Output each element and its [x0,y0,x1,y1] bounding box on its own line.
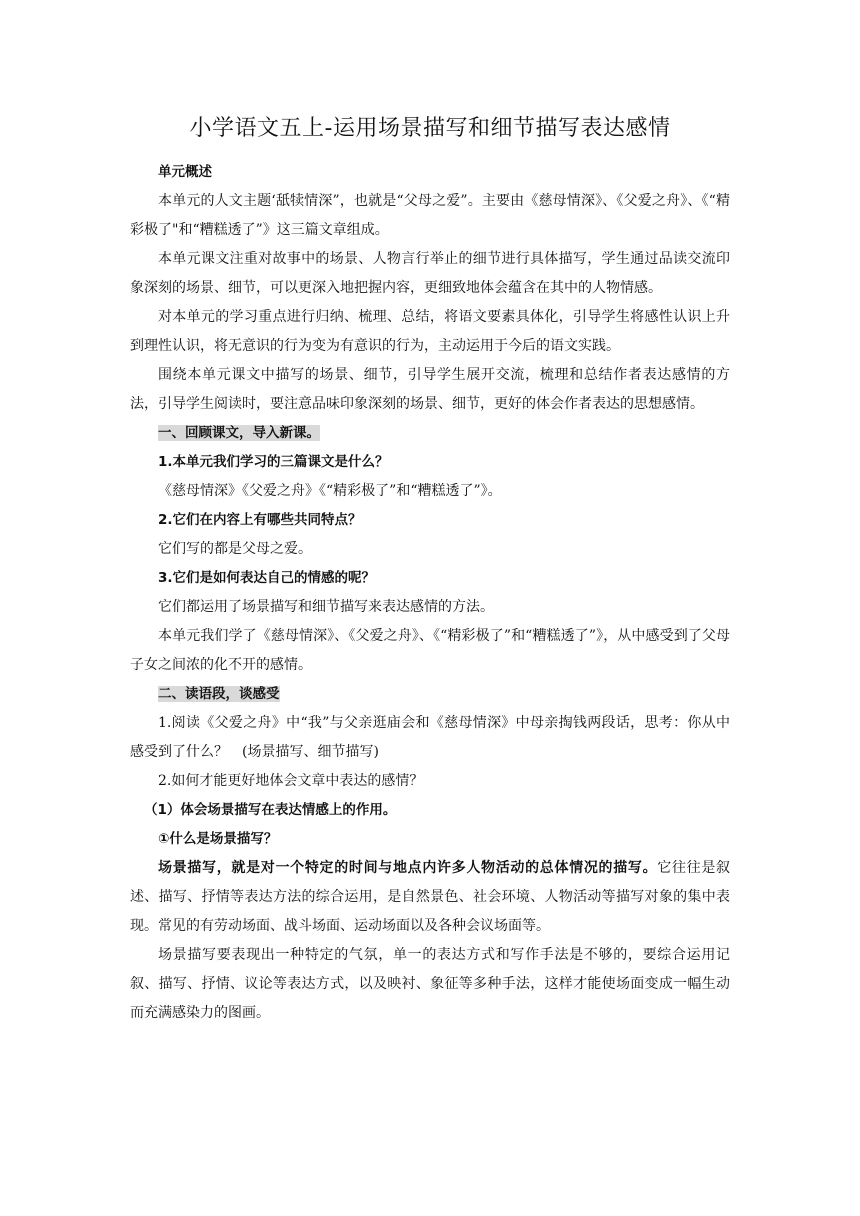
section-heading [130,680,730,709]
paragraph: 本单元的人文主题‘舐犊情深”，也就是“父母之爱”。主要由《慈母情深》、《父爱之舟》、《“精彩极了"和“糟糕透了”》这三篇文章组成。 [130,193,730,238]
document-title: 小学语文五上-运用场景描写和细节描写表达感情 [189,116,671,141]
definition-paragraph [130,854,730,941]
question: 3.它们是如何表达自己的情感的呢？ [158,570,376,586]
document-body [130,100,730,1028]
paragraph: 本单元课文注重对故事中的场景、人物言行举止的细节进行具体描写，学生通过品读交流印象深刻的场景、细节，可以更深入地把握内容，更细致地体会蕴含在其中的人物情感。 [130,251,730,296]
definition-rest: 它往往是叙述、描写、抒情等表达方法的综合运用，是自然景色、社会环境、人物活动等描写对象的集中表现。常见的有劳动场面、战斗场面、运动场面以及各种会议场面等。 [130,860,731,934]
paragraph: 本单元我们学了《慈母情深》、《父爱之舟》、《“精彩极了”和“糟糕透了”》，从中感受到了父母子女之间浓的化不开的感情。 [130,628,730,673]
subheading: （1）体会场景描写在表达情感上的作用。 [144,802,397,818]
question: 2.它们在内容上有哪些共同特点？ [158,512,362,528]
question: 1.本单元我们学习的三篇课文是什么？ [158,454,389,470]
section-heading-text: 一、回顾课文，导入新课。 [158,425,320,441]
overview-heading: 单元概述 [158,164,212,180]
section-heading-text: 二、读语段，谈感受 [158,686,280,702]
paragraph: 对本单元的学习重点进行归纳、梳理、总结，将语文要素具体化，引导学生将感性认识上升到理性认识，将无意识的行为变为有意识的行为，主动运用于今后的语文实践。 [130,309,730,354]
paragraph: 2.如何才能更好地体会文章中表达的感情？ [158,773,424,789]
definition-bold: 场景描写，就是对一个特定的时间与地点内许多人物活动的总体情况的描写。 [158,860,658,876]
subheading: ①什么是场景描写？ [158,831,278,847]
answer: 它们都运用了场景描写和细节描写来表达感情的方法。 [158,599,494,615]
paragraph: 围绕本单元课文中描写的场景、细节，引导学生展开交流，梳理和总结作者表达感情的方法，引导学生阅读时，要注意品味印象深刻的场景、细节，更好的体会作者表达的思想感情。 [130,367,730,412]
section-heading [130,419,730,448]
paragraph: 1.阅读《父爱之舟》中“我”与父亲逛庙会和《慈母情深》中母亲掏钱两段话，思考：你从中感受到了什么？ (场景描写、细节描写) [130,715,730,760]
paragraph: 场景描写要表现出一种特定的气氛，单一的表达方式和写作手法是不够的，要综合运用记叙、描写、抒情、议论等表达方式，以及映衬、象征等多种手法，这样才能使场面变成一幅生动而充满感染力的图画。 [130,947,730,1021]
answer: 它们写的都是父母之爱。 [158,541,312,557]
answer: 《慈母情深》《父爱之舟》《“精彩极了”和“糟糕透了”》。 [158,483,502,499]
